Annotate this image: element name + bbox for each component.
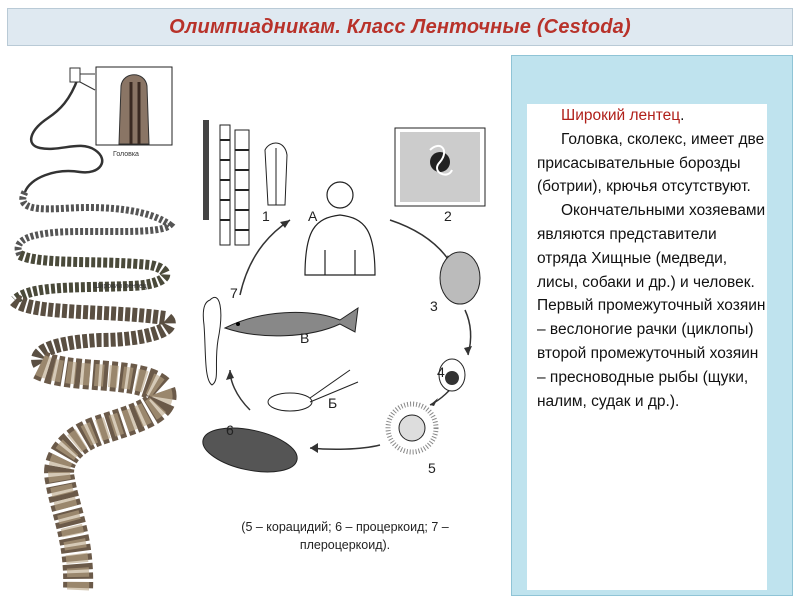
title-bar: [7, 8, 793, 46]
figure-legend: (5 – корацидий; 6 – процеркоид; 7 – плероцеркоид).: [241, 520, 449, 552]
label-1: 1: [262, 208, 270, 224]
cycle-arrow: [310, 445, 380, 449]
label-b: Б: [328, 395, 338, 411]
procercoid-figure: [199, 420, 301, 479]
label-2: 2: [444, 208, 452, 224]
text-block: [527, 104, 767, 590]
label-5: 5: [428, 460, 436, 476]
segments-figure: [203, 120, 287, 245]
coracidium-figure: [388, 404, 436, 452]
label-4: 4: [437, 364, 445, 380]
label-6: 6: [226, 422, 234, 438]
intro-line: [537, 104, 767, 128]
proglottid-figure: [395, 128, 485, 206]
copepod-figure: [268, 370, 358, 411]
slide-title: Олимпиадникам. Класс Ленточные (Cestoda): [169, 15, 631, 38]
label-v: В: [300, 330, 310, 346]
pike-figure: [225, 308, 358, 336]
term-period: .: [680, 107, 685, 124]
human-figure: [305, 182, 375, 275]
term-title: Широкий лентец: [561, 107, 681, 124]
paragraph-2: Окончательными хозяевами являются представители отряда Хищные (медведи, лисы, собаки и др.) и человек. Первый промежуточный хозяин – веслоногие рачки (циклопы) второй промежуточный хозяин – пресноводные рыбы (щуки, налим, судак и др.).: [537, 202, 766, 410]
worm-caption: Широкий лентец: [93, 283, 147, 290]
label-3: 3: [430, 298, 438, 314]
text-panel: [511, 55, 793, 596]
life-cycle-diagram: [190, 110, 510, 480]
scolex-caption: Головка: [113, 151, 139, 158]
egg-figure: [440, 252, 480, 304]
cycle-arrow: [390, 220, 452, 265]
scolex-illustration: [95, 66, 173, 146]
paragraph-1: Головка, сколекс, имеет две присасывательные борозды (ботрии), крючья отсутствуют.: [537, 130, 765, 196]
label-a: А: [308, 208, 318, 224]
label-7: 7: [230, 285, 238, 301]
plerocercoid-figure: [203, 297, 221, 385]
